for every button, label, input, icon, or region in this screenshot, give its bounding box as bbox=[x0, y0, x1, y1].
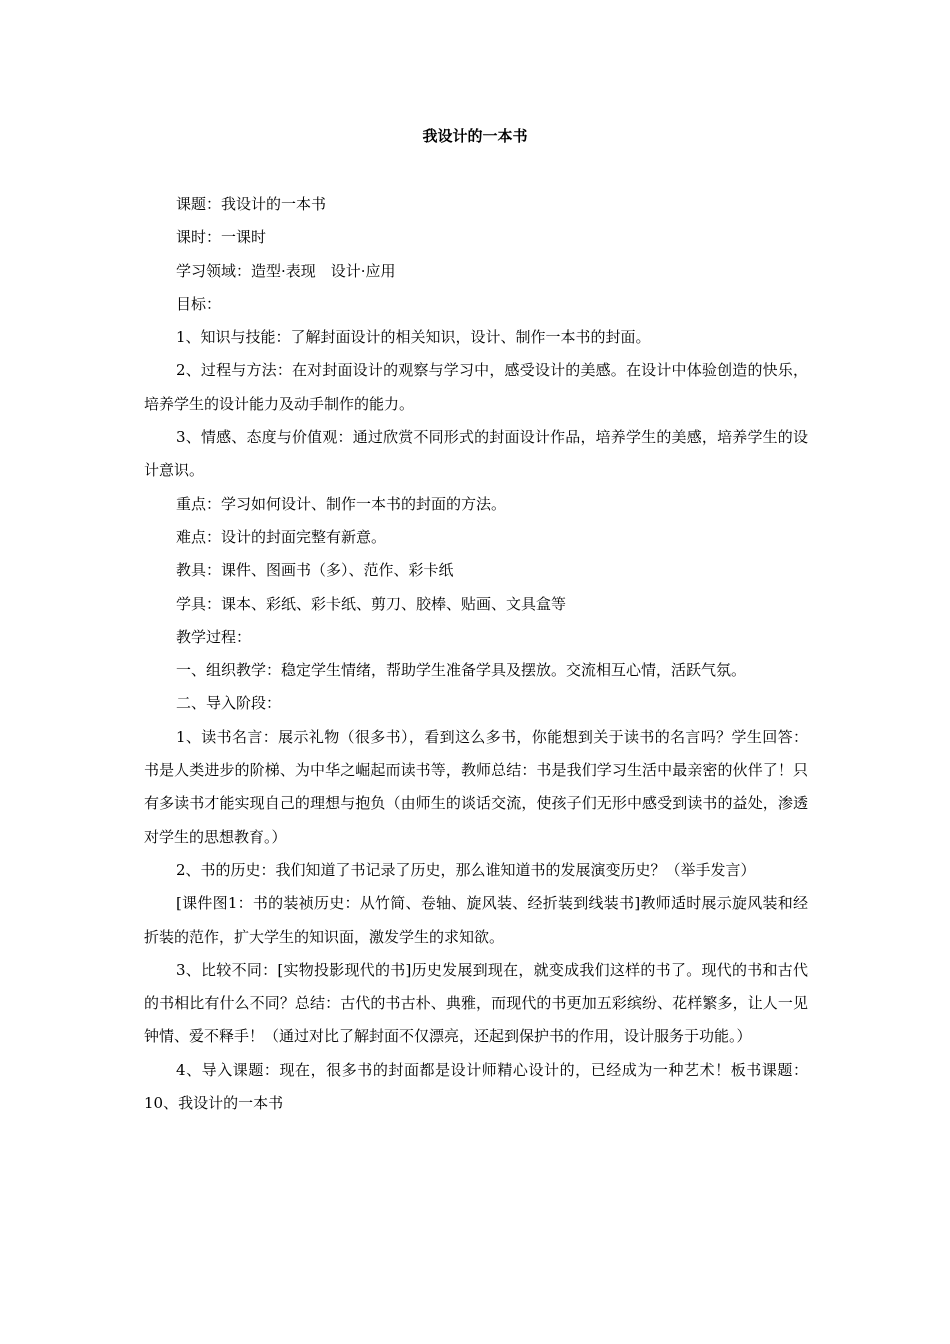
paragraph-objective-3: 3、情感、态度与价值观：通过欣赏不同形式的封面设计作品，培养学生的美感，培养学生的设计意识。 bbox=[144, 428, 808, 480]
paragraph-teaching-aids: 教具：课件、图画书（多）、范作、彩卡纸 bbox=[176, 561, 454, 580]
paragraph-class-hours: 课时：一课时 bbox=[176, 228, 267, 247]
paragraph-difficulty: 难点：设计的封面完整有新意。 bbox=[176, 527, 387, 546]
paragraph-intro-2: 2、书的历史：我们知道了书记录了历史，那么谁知道书的发展演变历史？（举手发言） bbox=[176, 860, 756, 879]
paragraph-objective-2: 2、过程与方法：在对封面设计的观察与学习中，感受设计的美感。在设计中体验创造的快乐，培养学生的设计能力及动手制作的能力。 bbox=[144, 361, 808, 413]
paragraph-key-point: 重点：学习如何设计、制作一本书的封面的方法。 bbox=[176, 494, 507, 513]
paragraph-intro-1: 1、读书名言：展示礼物（很多书），看到这么多书，你能想到关于读书的名言吗？学生回答：书是人类进步的阶梯、为中华之崛起而读书等，教师总结：书是我们学习生活中最亲密的伙伴了！只有多读书才能实现自己的理想与抱负（由师生的谈话交流，使孩子们无形中感受到读书的益处，渗透对学生的思想教育。） bbox=[144, 727, 808, 846]
paragraph-process-heading: 教学过程： bbox=[176, 627, 252, 646]
paragraph-intro-4: 4、导入课题：现在，很多书的封面都是设计师精心设计的，已经成为一种艺术！板书课题：10、我设计的一本书 bbox=[144, 1060, 808, 1113]
paragraph-courseware-note: [课件图1：书的装祯历史：从竹简、卷轴、旋风装、经折装到线装书]教师适时展示旋风装和经折装的范作，扩大学生的知识面，激发学生的求知欲。 bbox=[144, 894, 808, 946]
paragraph-step-intro-heading: 二、导入阶段： bbox=[176, 694, 282, 713]
paragraph-step-organize: 一、组织教学：稳定学生情绪，帮助学生准备学具及摆放。交流相互心情，活跃气氛。 bbox=[176, 661, 747, 680]
paragraph-objectives-heading: 目标： bbox=[176, 294, 222, 313]
paragraph-intro-3: 3、比较不同：[实物投影现代的书]历史发展到现在，就变成我们这样的书了。现代的书和古代的书相比有什么不同？总结：古代的书古朴、典雅，而现代的书更加五彩缤纷、花样繁多，让人一见钟情、爱不释手！（通过对比了解封面不仅漂亮，还起到保护书的作用，设计服务于功能。） bbox=[144, 960, 808, 1046]
document-title: 我设计的一本书 bbox=[422, 127, 528, 145]
paragraph-topic: 课题：我设计的一本书 bbox=[176, 195, 327, 213]
paragraph-objective-1: 1、知识与技能：了解封面设计的相关知识，设计、制作一本书的封面。 bbox=[176, 328, 651, 347]
paragraph-learning-tools: 学具：课本、彩纸、彩卡纸、剪刀、胶棒、贴画、文具盒等 bbox=[176, 594, 567, 613]
document-body bbox=[144, 188, 808, 1120]
paragraph-learning-domain: 学习领域：造型·表现 设计·应用 bbox=[176, 261, 396, 280]
